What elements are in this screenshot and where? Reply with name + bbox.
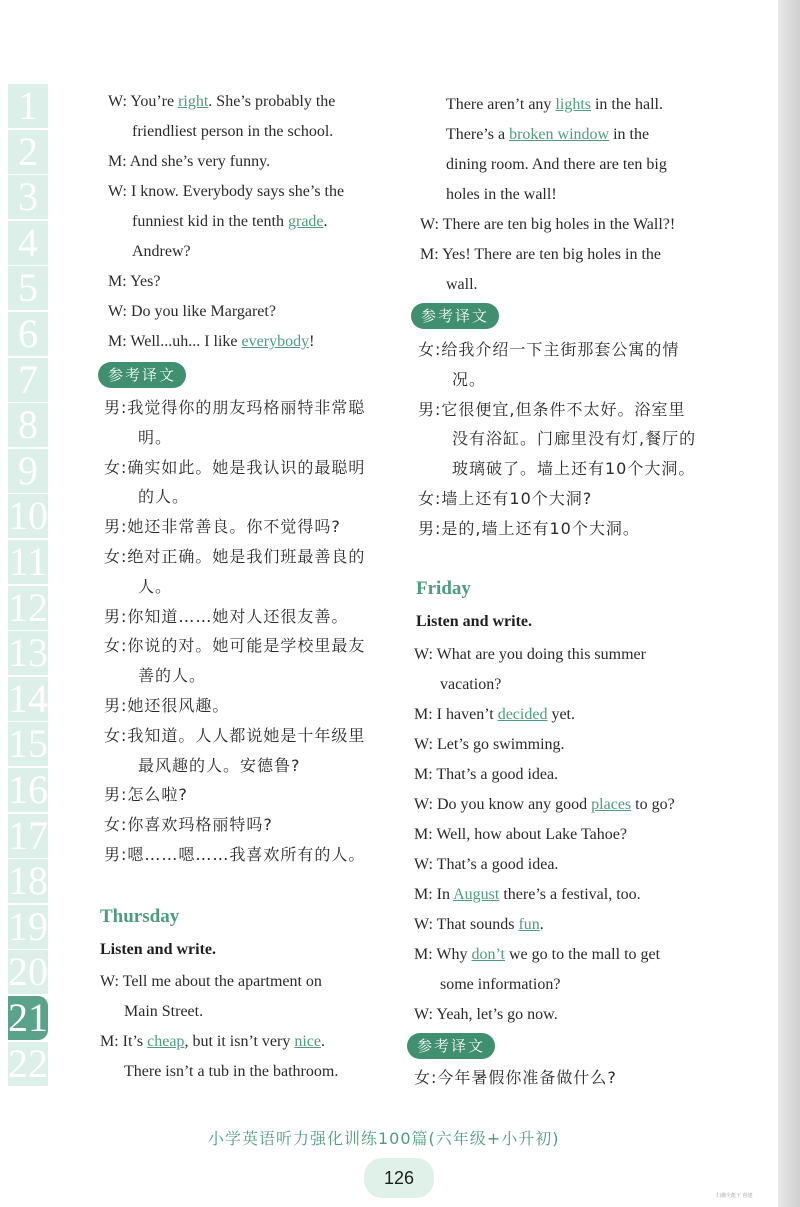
speaker-label: W:: [420, 216, 443, 233]
section-heading-friday: Friday: [416, 578, 471, 599]
translation-line: 男:你知道……她对人还很友善。: [104, 606, 349, 626]
dialogue-line: [414, 885, 641, 905]
line-text: Well...uh... I like: [130, 333, 242, 350]
translation-line: 最风趣的人。安德鲁?: [104, 755, 301, 775]
chapter-tab-19: 19: [8, 903, 48, 949]
chapter-tab-14: 14: [8, 675, 48, 721]
line-text: In: [436, 886, 454, 903]
answer-blank: fun: [518, 916, 540, 933]
translation-line: 女:确实如此。她是我认识的最聪明: [104, 457, 366, 477]
translation-badge: 参考译文: [407, 1033, 495, 1059]
translation-line: 女:绝对正确。她是我们班最善良的: [104, 547, 366, 566]
line-text: It’s: [122, 1033, 148, 1050]
speaker-label: M:: [100, 1033, 123, 1050]
speaker-label: W:: [100, 973, 123, 990]
speaker-label: W:: [414, 646, 437, 663]
translation-line: 女:今年暑假你准备做什么?: [414, 1068, 617, 1087]
line-text: Main Street.: [124, 1003, 204, 1020]
page-number: 126: [364, 1158, 434, 1198]
translation-line: 女:我知道。人人都说她是十年级里: [104, 725, 366, 745]
translation-line: 男:她还非常善良。你不觉得吗?: [104, 517, 341, 537]
answer-blank: right: [178, 93, 209, 110]
line-text: Why: [436, 946, 472, 963]
chapter-tab-21: 21: [8, 995, 48, 1040]
translation-line: 没有浴缸。门廊里没有灯,餐厅的: [418, 429, 697, 449]
speaker-label: W:: [414, 856, 437, 873]
dialogue-line: [108, 272, 160, 292]
line-text: .: [323, 213, 328, 230]
chapter-tab-20: 20: [8, 949, 48, 995]
dialogue-line: [420, 215, 675, 235]
line-text: !: [309, 333, 315, 350]
line-text: Yes?: [130, 273, 161, 290]
answer-blank: grade: [287, 213, 324, 230]
chapter-tab-8: 8: [8, 403, 48, 447]
answer-blank: August: [453, 886, 500, 903]
chapter-tab-10: 10: [8, 493, 48, 539]
line-text: , but it isn’t very: [184, 1033, 295, 1050]
line-text: Yeah, let’s go now.: [436, 1006, 558, 1023]
translation-line: 男:我觉得你的朋友玛格丽特非常聪: [104, 398, 366, 417]
speaker-label: W:: [108, 93, 131, 110]
line-text: What are you doing this summer: [436, 646, 646, 663]
page-edge-shadow: [778, 0, 800, 1207]
speaker-label: M:: [414, 766, 437, 783]
translation-line: 男:怎么啦?: [104, 785, 188, 805]
line-text: .: [539, 916, 544, 933]
dialogue-line: [414, 945, 660, 965]
dialogue-line: [100, 972, 322, 992]
chapter-tab-1: 1: [8, 84, 48, 128]
dialogue-line: [414, 705, 575, 725]
dialogue-line: [420, 245, 661, 265]
translation-line: 玻璃破了。墙上还有10个大洞。: [418, 459, 696, 479]
corner-stamp: 扫描全能王 创建: [716, 1193, 753, 1199]
chapter-tab-9: 9: [8, 449, 48, 493]
line-text: That sounds: [436, 916, 519, 933]
line-text: friendliest person in the school.: [132, 123, 334, 140]
speaker-label: M:: [108, 273, 131, 290]
dialogue-line: [414, 1005, 558, 1025]
dialogue-line: [414, 825, 627, 845]
dialogue-line: [414, 915, 544, 935]
chapter-tab-17: 17: [8, 812, 48, 858]
answer-blank: cheap: [147, 1033, 185, 1050]
chapter-tab-11: 11: [8, 539, 48, 584]
line-text: to go?: [631, 796, 675, 813]
speaker-label: M:: [414, 826, 437, 843]
line-text: Do you know any good: [436, 796, 592, 813]
line-text: holes in the wall!: [446, 186, 557, 203]
answer-blank: decided: [497, 706, 548, 723]
dialogue-line: [446, 125, 649, 145]
speaker-label: W:: [108, 303, 131, 320]
line-text: . She’s probably the: [208, 93, 336, 110]
dialogue-line: [108, 332, 314, 352]
chapter-tab-18: 18: [8, 858, 48, 904]
line-text: You’re: [130, 93, 179, 110]
line-text: in the hall.: [590, 96, 663, 113]
translation-line: 的人。: [104, 487, 190, 507]
translation-line: 人。: [104, 576, 173, 596]
chapter-tab-7: 7: [8, 358, 48, 402]
speaker-label: M:: [414, 946, 437, 963]
chapter-tab-5: 5: [8, 266, 48, 310]
exercise-instruction: Listen and write.: [416, 613, 532, 630]
chapter-tab-4: 4: [8, 221, 48, 265]
translation-line: 男:是的,墙上还有10个大洞。: [418, 518, 640, 538]
dialogue-line: [446, 275, 478, 295]
line-text: I haven’t: [436, 706, 498, 723]
chapter-tab-3: 3: [8, 175, 48, 219]
dialogue-line: [414, 735, 565, 755]
dialogue-line: [108, 92, 335, 112]
dialogue-line: [414, 765, 558, 785]
dialogue-line: [446, 155, 667, 175]
dialogue-line: [132, 122, 333, 142]
speaker-label: W:: [414, 916, 437, 933]
line-text: yet.: [547, 706, 575, 723]
line-text: Well, how about Lake Tahoe?: [436, 826, 627, 843]
translation-line: 女:给我介绍一下主街那套公寓的情: [418, 340, 680, 359]
chapter-tab-13: 13: [8, 630, 48, 676]
chapter-tab-2: 2: [8, 130, 48, 174]
answer-blank: everybody: [241, 333, 310, 350]
line-text: in the: [609, 126, 650, 143]
line-text: And she’s very funny.: [129, 153, 271, 170]
speaker-label: W:: [108, 183, 131, 200]
line-text: That’s a good idea.: [436, 766, 559, 783]
translation-line: 善的人。: [104, 666, 207, 686]
translation-line: 男:她还很风趣。: [104, 696, 230, 715]
speaker-label: W:: [414, 796, 437, 813]
dialogue-line: [100, 1032, 325, 1052]
answer-blank: don’t: [471, 946, 505, 963]
speaker-label: W:: [414, 736, 437, 753]
line-text: Tell me about the apartment on: [122, 973, 322, 990]
line-text: wall.: [446, 276, 478, 293]
speaker-label: M:: [420, 246, 443, 263]
line-text: Do you like Margaret?: [130, 303, 276, 320]
chapter-tab-6: 6: [8, 312, 48, 356]
line-text: we go to the mall to get: [504, 946, 661, 963]
speaker-label: W:: [414, 1006, 437, 1023]
translation-badge: 参考译文: [411, 303, 499, 329]
translation-line: 况。: [418, 369, 487, 389]
dialogue-line: [440, 675, 501, 695]
translation-line: 女:你喜欢玛格丽特吗?: [104, 815, 273, 835]
dialogue-line: [440, 975, 560, 995]
dialogue-line: [108, 152, 270, 172]
line-text: I know. Everybody says she’s the: [130, 183, 345, 200]
section-heading-thursday: Thursday: [100, 906, 180, 927]
line-text: Andrew?: [132, 243, 191, 260]
dialogue-line: [446, 95, 663, 115]
line-text: Yes! There are ten big holes in the: [442, 246, 661, 263]
chapter-tab-22: 22: [8, 1040, 48, 1086]
line-text: funniest kid in the tenth: [132, 213, 288, 230]
chapter-tab-16: 16: [8, 767, 48, 812]
dialogue-line: [446, 185, 557, 205]
line-text: That’s a good idea.: [436, 856, 559, 873]
chapter-tab-15: 15: [8, 721, 48, 767]
translation-line: 男:它很便宜,但条件不太好。浴室里: [418, 399, 686, 419]
dialogue-line: [108, 182, 344, 202]
translation-line: 男:嗯……嗯……我喜欢所有的人。: [104, 845, 366, 864]
line-text: There aren’t any: [446, 96, 556, 113]
speaker-label: M:: [108, 153, 130, 170]
speaker-label: M:: [414, 706, 437, 723]
line-text: .: [321, 1033, 326, 1050]
translation-badge: 参考译文: [98, 362, 186, 388]
line-text: there’s a festival, too.: [499, 886, 641, 903]
line-text: There isn’t a tub in the bathroom.: [124, 1063, 339, 1080]
line-text: vacation?: [440, 676, 502, 693]
line-text: There are ten big holes in the Wall?!: [442, 216, 676, 233]
dialogue-line: [414, 645, 646, 665]
dialogue-line: [124, 1002, 203, 1022]
dialogue-line: [124, 1062, 338, 1082]
speaker-label: M:: [108, 333, 131, 350]
chapter-tab-12: 12: [8, 584, 48, 630]
dialogue-line: [132, 212, 328, 232]
exercise-instruction: Listen and write.: [100, 941, 216, 958]
book-title: 小学英语听力强化训练100篇(六年级+小升初): [208, 1129, 560, 1148]
side-chapter-tabs: [8, 84, 48, 1088]
dialogue-line: [414, 855, 558, 875]
translation-line: 女:墙上还有10个大洞?: [418, 489, 593, 508]
translation-line: 女:你说的对。她可能是学校里最友: [104, 636, 366, 656]
answer-blank: places: [591, 796, 632, 813]
dialogue-line: [132, 242, 191, 262]
speaker-label: M:: [414, 886, 437, 903]
translation-line: 明。: [104, 427, 173, 447]
line-text: Let’s go swimming.: [436, 736, 565, 753]
answer-blank: broken window: [509, 126, 610, 143]
answer-blank: nice: [294, 1033, 322, 1050]
answer-blank: lights: [555, 96, 591, 113]
line-text: some information?: [440, 976, 561, 993]
line-text: There’s a: [446, 126, 510, 143]
line-text: dining room. And there are ten big: [446, 156, 667, 173]
dialogue-line: [414, 795, 675, 815]
dialogue-line: [108, 302, 276, 322]
